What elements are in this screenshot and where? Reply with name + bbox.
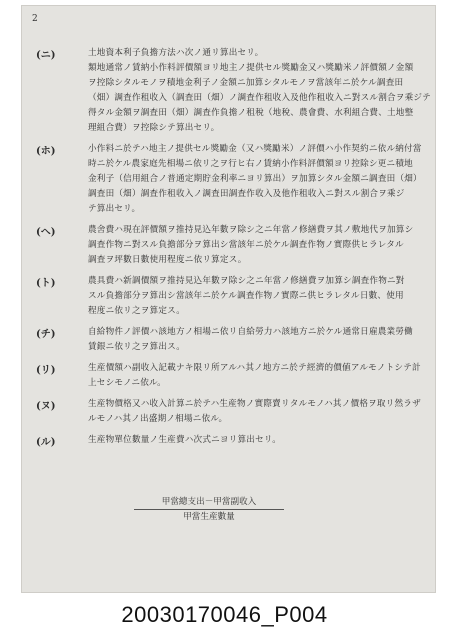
section-label: (ニ) <box>36 50 56 61</box>
section-line: 農舍費ハ現在評價額ヲ推持見込年數ヲ除シ之ニ年當ノ修繕費ヲ其ノ敷地代ヲ加算シ <box>88 225 414 235</box>
section-line: 調査ヲ坪數日數使用程度ニ依リ算定ス。 <box>88 255 247 265</box>
formula-denominator: 甲當生産數量 <box>183 512 235 522</box>
section-to <box>36 274 428 319</box>
section-line: 生産物價格又ハ收入計算ニ於テハ生産物ノ實際賣リタルモノハ其ノ價格ヲ取リ然ラザ <box>88 399 421 409</box>
section-line: 調査田（畑）調査作租收入ノ調査田調査作收入及他作租收入ニ對スル割合ヲ乘ジ <box>88 189 405 199</box>
page-number: 2 <box>32 14 38 24</box>
section-label: (ホ) <box>36 146 56 157</box>
section-label: (ル) <box>36 437 56 448</box>
section-ru <box>36 433 428 448</box>
section-chi <box>36 325 428 355</box>
section-line: 調査作物ニ對スル負擔部分ヲ算出シ當該年ニ於ケル調査作物ノ實際供ヒラレタル <box>88 240 404 250</box>
section-label: (ト) <box>36 278 56 289</box>
section-label: (へ) <box>36 227 56 238</box>
section-nu <box>36 397 428 427</box>
section-line: 農具費ハ新調價額ヲ推持見込年數ヲ除シ之ニ年當ノ修繕費ヲ加算シ調査作物ニ對 <box>88 276 405 286</box>
document-page <box>22 6 435 592</box>
section-line: 程度ニ依リ之ヲ算定ス。 <box>88 306 185 316</box>
section-line: 類地通常ノ賃納小作料評價額ヨリ地主ノ提供セル獎勵金又ハ獎勵米ノ評價額ノ金額 <box>88 63 414 73</box>
section-line: 理組合費）ヲ控除シテ算出セリ。 <box>88 123 220 133</box>
section-ri <box>36 361 428 391</box>
section-line: テ算出セリ。 <box>88 204 141 214</box>
section-line: （畑）調査作租收入（調査田（畑）ノ調査作租收入及他作租收入ニ對スル割合ヲ乘ジテ <box>88 93 431 103</box>
section-line: 得タル金額ヲ調査田（畑）調査作負擔ノ租稅（地稅、農會費、水利組合費、土地整 <box>88 108 414 118</box>
section-line: 生産物單位數量ノ生産費ハ次式ニヨリ算出セリ。 <box>88 435 282 445</box>
unit-cost-formula <box>134 496 284 524</box>
section-line: 金利子（信用組合ノ普通定期貯金利率ニヨリ算出）ヲ加算シタル金額ニ調査田（畑） <box>88 174 422 184</box>
section-line: 生産價額ハ副收入記載ナキ限リ所アルハ其ノ地方ニ於テ經濟的價値アルモノトシテ計 <box>88 363 421 373</box>
section-line: 土地資本利子負擔方法ハ次ノ通リ算出セリ。 <box>88 48 264 58</box>
section-line: 時ニ於ケル農家庭先相場ニ依リ之ヲ行ヒ右ノ賃納小作料評價額ヨリ控除シ更ニ積地 <box>88 159 413 169</box>
section-line: ルモノハ其ノ出盛期ノ相場ニ依ル。 <box>88 414 228 424</box>
section-line: 上セシモノニ依ル。 <box>88 378 166 388</box>
section-line: 小作料ニ於テハ地主ノ提供セル獎勵金（又ハ獎勵米）ノ評價ハ小作契約ニ依ル納付當 <box>88 144 422 154</box>
section-label: (ヌ) <box>36 401 56 412</box>
section-ho <box>36 142 428 217</box>
section-he <box>36 223 428 268</box>
formula-numerator: 甲當總支出－甲當副收入 <box>134 496 284 510</box>
section-list <box>36 46 431 454</box>
section-line: 自給物件ノ評價ハ該地方ノ相場ニ依リ自給勞力ハ該地方ニ於ケル通常日雇農業勞働 <box>88 327 413 337</box>
section-ni <box>36 46 431 136</box>
section-label: (チ) <box>36 329 56 340</box>
section-line: スル負擔部分ヲ算出シ當該年ニ於ケル調査作物ノ實際ニ供ヒラレタル日數、使用 <box>88 291 404 301</box>
section-line: 賃銀ニ依リ之ヲ算出ス。 <box>88 342 185 352</box>
section-label: (リ) <box>36 365 56 376</box>
section-line: ヲ控除シタルモノヲ積地金利子ノ金額ニ加算シタルモノヲ當該年ニ於ケル調査田 <box>88 78 404 88</box>
image-caption: 20030170046_P004 <box>121 602 328 627</box>
